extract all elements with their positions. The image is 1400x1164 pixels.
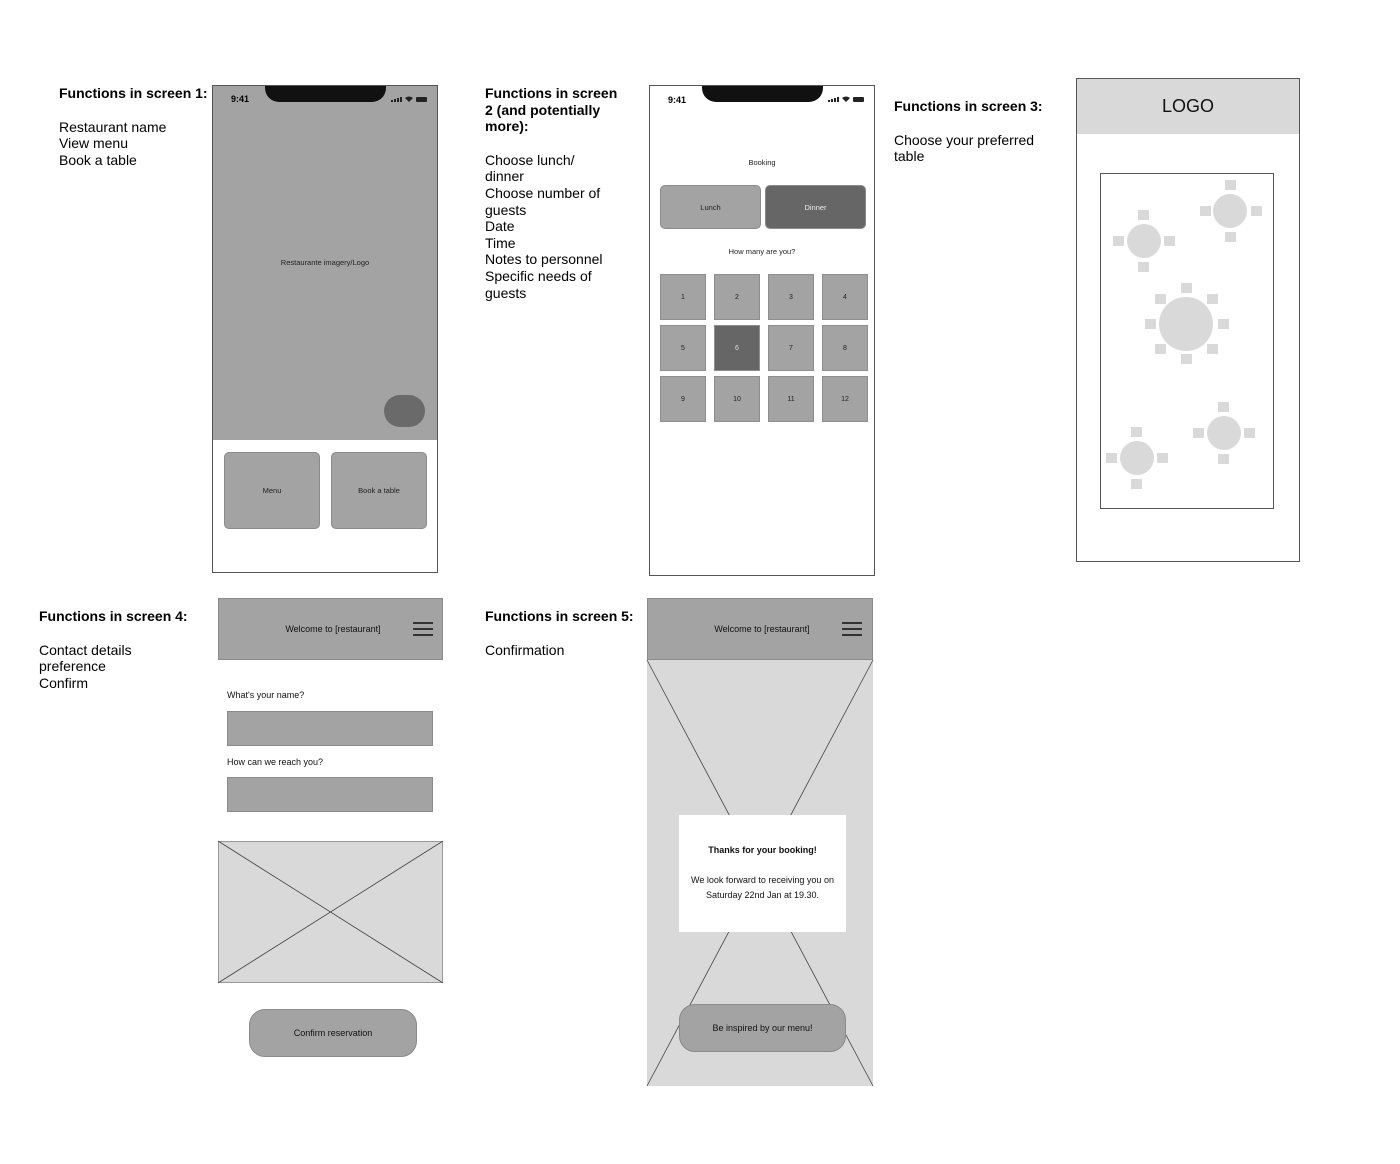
table-option[interactable] bbox=[1193, 402, 1255, 464]
screen5-header bbox=[647, 598, 873, 660]
image-placeholder-icon bbox=[218, 841, 443, 983]
screen4-note-item: preference bbox=[39, 658, 106, 675]
image-placeholder bbox=[218, 841, 443, 983]
screen5-note bbox=[485, 608, 645, 658]
screen4-note-item: Contact details bbox=[39, 641, 132, 658]
thanks-line-2: Saturday 22nd Jan at 19.30. bbox=[705, 890, 820, 900]
guest-count-3[interactable]: 3 bbox=[768, 274, 814, 320]
screen3-phone bbox=[1076, 78, 1300, 562]
screen4-header bbox=[218, 598, 443, 660]
table-layout bbox=[1100, 173, 1274, 509]
screen1-note-item: Restaurant name bbox=[59, 118, 167, 135]
screen3-note bbox=[894, 98, 1064, 165]
table-option[interactable] bbox=[1200, 180, 1262, 242]
battery-icon bbox=[853, 97, 864, 102]
screen2-note-item: Notes to personnel bbox=[485, 251, 603, 268]
screen1-note-item: Book a table bbox=[59, 151, 137, 168]
guest-count-6-selected[interactable]: 6 bbox=[714, 325, 760, 371]
screen1-phone bbox=[212, 85, 438, 573]
screen2-note-title: 2 (and potentially bbox=[485, 101, 601, 118]
screen2-note-item: Choose number of bbox=[485, 184, 601, 201]
signal-icon bbox=[828, 97, 839, 102]
screen2-note-item: Time bbox=[485, 234, 516, 251]
table-option[interactable] bbox=[1106, 427, 1168, 489]
guest-count-7[interactable]: 7 bbox=[768, 325, 814, 371]
contact-label: How can we reach you? bbox=[227, 757, 324, 767]
thanks-title: Thanks for your booking! bbox=[708, 845, 817, 855]
wifi-icon bbox=[405, 96, 413, 102]
menu-inspiration-button[interactable]: Be inspired by our menu! bbox=[679, 1004, 846, 1052]
menu-button[interactable]: Menu bbox=[224, 452, 320, 529]
table-option[interactable] bbox=[1113, 210, 1175, 272]
screen2-note-item: Date bbox=[485, 218, 515, 235]
lunch-button[interactable]: Lunch bbox=[660, 185, 761, 229]
floor-plan bbox=[1100, 173, 1274, 509]
screen3-note-title: Functions in screen 3: bbox=[894, 98, 1043, 114]
screen2-note-title: more): bbox=[485, 118, 529, 135]
screen4-note-item: Confirm bbox=[39, 674, 89, 691]
guest-count-5[interactable]: 5 bbox=[660, 325, 706, 371]
guest-count-11[interactable]: 11 bbox=[768, 376, 814, 422]
name-label: What's your name? bbox=[227, 690, 305, 700]
confirmation-card bbox=[679, 815, 846, 932]
screen2-phone bbox=[649, 85, 875, 576]
book-table-button[interactable]: Book a table bbox=[331, 452, 427, 529]
confirm-reservation-button[interactable]: Confirm reservation bbox=[249, 1009, 417, 1057]
screen4-note-title: Functions in screen 4: bbox=[39, 608, 188, 624]
name-input[interactable] bbox=[227, 711, 433, 746]
booking-heading: Booking bbox=[748, 158, 776, 167]
screen3-note-item: Choose your preferred bbox=[894, 131, 1035, 148]
phone-notch bbox=[265, 86, 386, 102]
guest-count-8[interactable]: 8 bbox=[822, 325, 868, 371]
screen2-note-item: dinner bbox=[485, 168, 524, 185]
hero-text: Restaurante imagery/Logo bbox=[280, 258, 370, 267]
screen4-note bbox=[39, 608, 209, 691]
status-time: 9:41 bbox=[668, 95, 687, 105]
thanks-line-1: We look forward to receiving you on bbox=[691, 875, 834, 885]
header-title: Welcome to [restaurant] bbox=[714, 624, 810, 634]
status-time: 9:41 bbox=[231, 94, 250, 104]
guest-count-9[interactable]: 9 bbox=[660, 376, 706, 422]
screen5-note-title: Functions in screen 5: bbox=[485, 608, 634, 624]
screen1-note bbox=[59, 85, 209, 168]
guests-question: How many are you? bbox=[728, 247, 796, 256]
screen1-note-item: View menu bbox=[59, 135, 129, 152]
screen2-note-item: guests bbox=[485, 201, 527, 218]
guest-count-12[interactable]: 12 bbox=[822, 376, 868, 422]
signal-icon bbox=[391, 97, 402, 102]
wifi-icon bbox=[842, 96, 850, 102]
screen2-note-title: Functions in screen bbox=[485, 85, 618, 101]
status-icons bbox=[828, 96, 864, 102]
screen2-note-item: guests bbox=[485, 284, 527, 301]
screen1-note-title: Functions in screen 1: bbox=[59, 85, 208, 101]
table-option[interactable] bbox=[1145, 283, 1229, 364]
guest-count-2[interactable]: 2 bbox=[714, 274, 760, 320]
dinner-button[interactable]: Dinner bbox=[765, 185, 866, 229]
hamburger-menu-icon[interactable] bbox=[413, 622, 433, 636]
screen2-note bbox=[485, 85, 635, 301]
header-title: Welcome to [restaurant] bbox=[285, 624, 381, 634]
phone-notch bbox=[702, 86, 823, 102]
status-icons bbox=[391, 96, 427, 102]
floating-action-button[interactable] bbox=[384, 395, 425, 427]
screen2-note-item: Specific needs of bbox=[485, 267, 592, 284]
logo-header: LOGO bbox=[1077, 79, 1299, 134]
screen3-note-item: table bbox=[894, 148, 925, 165]
contact-input[interactable] bbox=[227, 777, 433, 812]
guest-count-1[interactable]: 1 bbox=[660, 274, 706, 320]
guest-count-10[interactable]: 10 bbox=[714, 376, 760, 422]
guest-count-4[interactable]: 4 bbox=[822, 274, 868, 320]
screen5-note-item: Confirmation bbox=[485, 641, 565, 658]
hamburger-menu-icon[interactable] bbox=[842, 622, 862, 636]
battery-icon bbox=[416, 97, 427, 102]
screen2-note-item: Choose lunch/ bbox=[485, 151, 575, 168]
